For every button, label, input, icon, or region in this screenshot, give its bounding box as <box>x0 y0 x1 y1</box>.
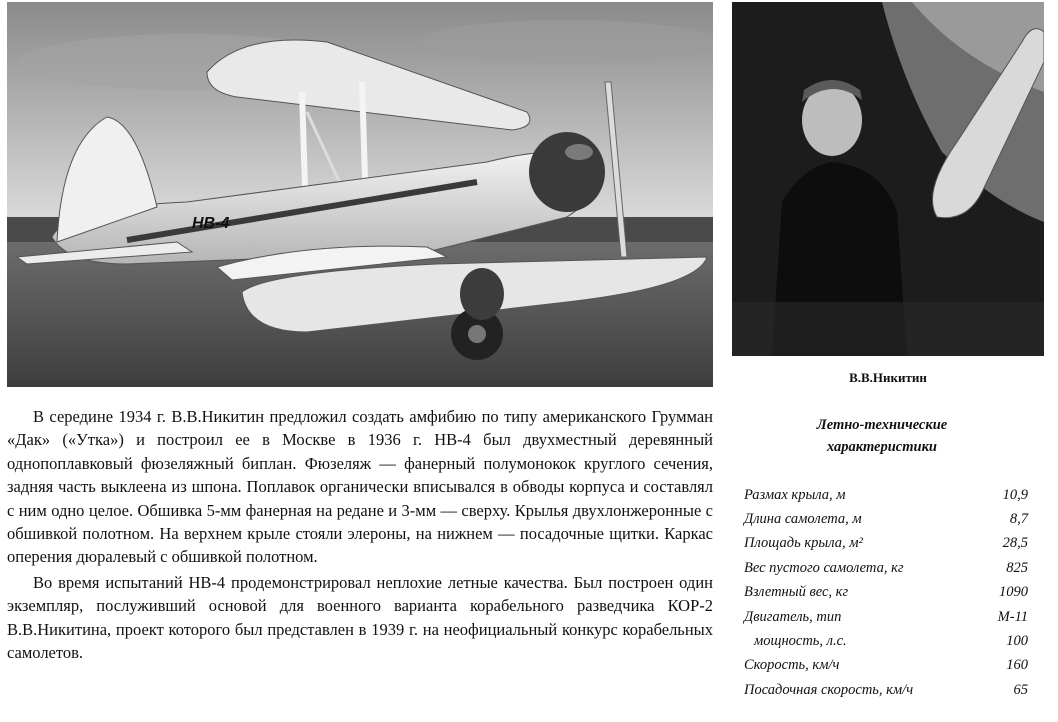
spec-row <box>744 654 1028 678</box>
specs-title <box>732 414 1032 458</box>
spec-value: 100 <box>1006 633 1028 650</box>
spec-row <box>744 483 1028 507</box>
plane-marking: НВ-4 <box>192 215 230 232</box>
spec-value: 65 <box>1013 681 1028 698</box>
spec-value: 10,9 <box>1002 486 1028 503</box>
spec-label: мощность, л.с. <box>754 633 847 650</box>
amphibian-image <box>7 2 713 387</box>
spec-row <box>744 507 1028 531</box>
spec-row <box>744 605 1028 629</box>
spec-label: Взлетный вес, кг <box>744 584 849 601</box>
spec-value: 8,7 <box>1009 511 1028 528</box>
portrait-caption: В.В.Никитин <box>849 370 927 385</box>
portrait-image <box>732 2 1044 356</box>
spec-label: Посадочная скорость, км/ч <box>744 681 914 698</box>
specs-table <box>744 483 1028 703</box>
spec-value: 160 <box>1006 657 1028 674</box>
amphibian-photo <box>7 2 713 387</box>
spec-value: 825 <box>1006 559 1028 576</box>
spec-row <box>744 556 1028 580</box>
body-paragraph-1: В середине 1934 г. В.В.Никитин предложил создать амфибию по типу американского Грумман «Дак» («Утка») и построил ее в Москве в 1936 г. НВ-4 был двухместный деревянный однопоплавковый фюзеляжный биплан. Фюзеляж — фанерный полумонокок круглого сечения, задняя часть выклеена из шпона. Поплавок органически вписывался в обводы корпуса и составлял с ним одно целое. Обшивка 5-мм фанерная на редане и 3-мм — сверху. Крылья двухлонжеронные с обшивкой полотном. На верхнем крыле стояли элероны, на нижнем — посадочные щитки. Каркас оперения дюралевый с обшивкой полотном. <box>7 407 713 567</box>
spec-label: Скорость, км/ч <box>744 657 840 674</box>
spec-label: Размах крыла, м <box>744 486 846 503</box>
spec-label: Двигатель, тип <box>744 608 842 625</box>
spec-row <box>744 678 1028 702</box>
portrait-photo <box>732 2 1044 356</box>
spec-value: 1090 <box>999 584 1028 601</box>
specs-title-line-2: характеристики <box>827 439 937 455</box>
spec-row <box>744 629 1028 653</box>
spec-value: М-11 <box>997 608 1028 625</box>
spec-label: Вес пустого самолета, кг <box>744 559 904 576</box>
article-body <box>7 405 713 664</box>
spec-label: Площадь крыла, м² <box>744 535 863 552</box>
body-paragraph-2: Во время испытаний НВ-4 продемонстрировал неплохие летные качества. Был построен один экземпляр, послуживший основой для военного варианта корабельного разведчика КОР-2 В.В.Никитина, проект которого был представлен в 1939 г. на неофициальный конкурс корабельных самолетов. <box>7 572 713 663</box>
spec-label: Длина самолета, м <box>744 511 862 528</box>
spec-row <box>744 532 1028 556</box>
specs-title-line-1: Летно-технические <box>816 417 948 433</box>
spec-row <box>744 581 1028 605</box>
spec-value: 28,5 <box>1002 535 1028 552</box>
